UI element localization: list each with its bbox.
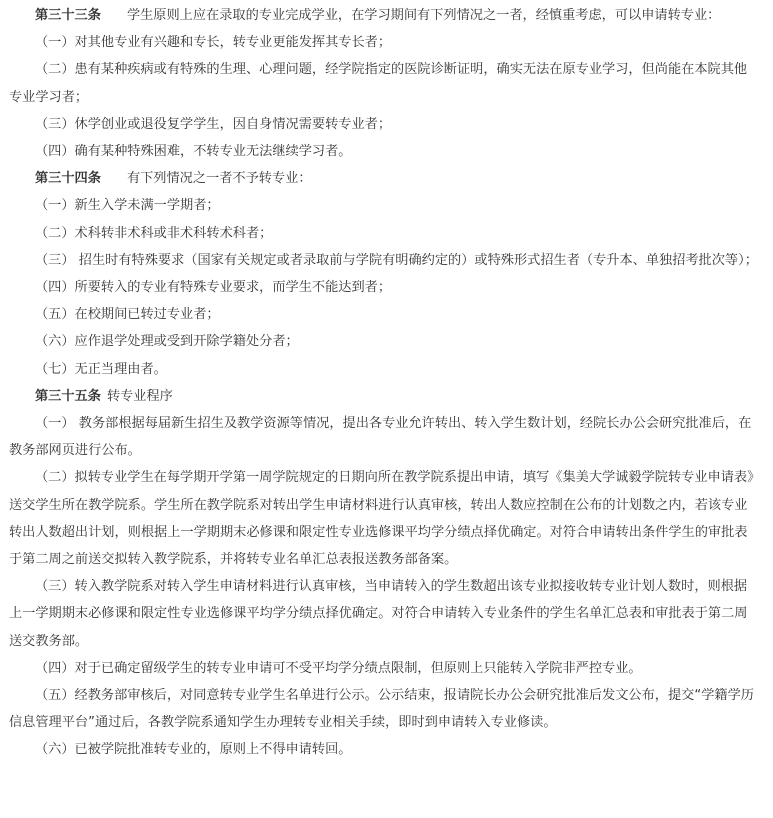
list-item: （一）新生入学未满一学期者； bbox=[35, 198, 220, 214]
list-item: （六）已被学院批准转专业的，原则上不得申请转回。 bbox=[35, 742, 352, 758]
list-item: （三）转入教学院系对转入学生申请材料进行认真审核，当申请转入的学生数超出该专业拟接收转专业计划人数时，则根据上一学期期末必修课和限定性专业选修课平均学分绩点择优确定。对符合申请转入专业条件的学生名单汇总表和审批表于第二周送交教务部。 bbox=[9, 579, 748, 649]
list-item: （二）拟转专业学生在每学期开学第一周学院规定的日期向所在教学院系提出申请，填写《集美大学诚毅学院转专业申请表》送交学生所在教学院系。学生所在教学院系对转出学生申请材料进行认真审核，转出人数应控制在公布的计划数之内，若该专业转出人数超出计划，则根据上一学期期末必修课和限定性专业选修课平均学分绩点择优确定。对符合申请转出条件学生的审批表于第二周之前送交拟转入教学院系，并将转专业名单汇总表报送教务部备案。 bbox=[9, 470, 754, 568]
article-34-heading bbox=[9, 165, 759, 192]
list-item: （四）确有某种特殊困难，不转专业无法继续学习者。 bbox=[35, 144, 352, 160]
list-item: （一） 教务部根据每届新生招生及教学资源等情况，提出各专业允许转出、转入学生数计划，经院长办公会研究批准后，在教务部网页进行公布。 bbox=[9, 416, 752, 459]
list-item: （五）在校期间已转过专业者； bbox=[35, 307, 220, 323]
list-item: （四）所要转入的专业有特殊专业要求，而学生不能达到者； bbox=[35, 280, 392, 296]
article-35-intro: 转专业程序 bbox=[106, 388, 173, 404]
list-item: （六）应作退学处理或受到开除学籍处分者； bbox=[35, 334, 299, 350]
list-item: （七）无正当理由者。 bbox=[35, 361, 167, 377]
list-item: （五）经教务部审核后，对同意转专业学生名单进行公示。公示结束，报请院长办公会研究批准后发文公布，提交“学籍学历信息管理平台”通过后，各教学院系通知学生办理转专业相关手续，即时到申请转入专业修读。 bbox=[9, 688, 754, 731]
article-33-title: 第三十三条 bbox=[35, 8, 101, 23]
article-34-intro: 有下列情况之一者不予转专业： bbox=[126, 171, 312, 187]
list-item: （三）休学创业或退役复学学生，因自身情况需要转专业者； bbox=[35, 116, 392, 132]
article-33-heading bbox=[9, 2, 759, 29]
list-item: （三） 招生时有特殊要求（国家有关规定或者录取前与学院有明确约定的）或特殊形式招生者（专升本、单独招考批次等）； bbox=[35, 252, 758, 268]
article-34-title: 第三十四条 bbox=[35, 171, 101, 187]
article-35-heading bbox=[9, 383, 759, 410]
list-item: （二）术科转非术科或非术科转术科者； bbox=[35, 225, 273, 241]
list-item: （四）对于已确定留级学生的转专业申请可不受平均学分绩点限制，但原则上只能转入学院非严控专业。 bbox=[35, 660, 642, 676]
list-item: （二）患有某种疾病或有特殊的生理、心理问题，经学院指定的医院诊断证明，确实无法在原专业学习，但尚能在本院其他专业学习者； bbox=[9, 62, 748, 105]
list-item: （一）对其他专业有兴趣和专长，转专业更能发挥其专长者； bbox=[35, 35, 392, 51]
article-35-title: 第三十五条 bbox=[35, 388, 101, 404]
article-33-intro: 学生原则上应在录取的专业完成学业，在学习期间有下列情况之一者，经慎重考虑，可以申请转专业： bbox=[126, 8, 721, 23]
